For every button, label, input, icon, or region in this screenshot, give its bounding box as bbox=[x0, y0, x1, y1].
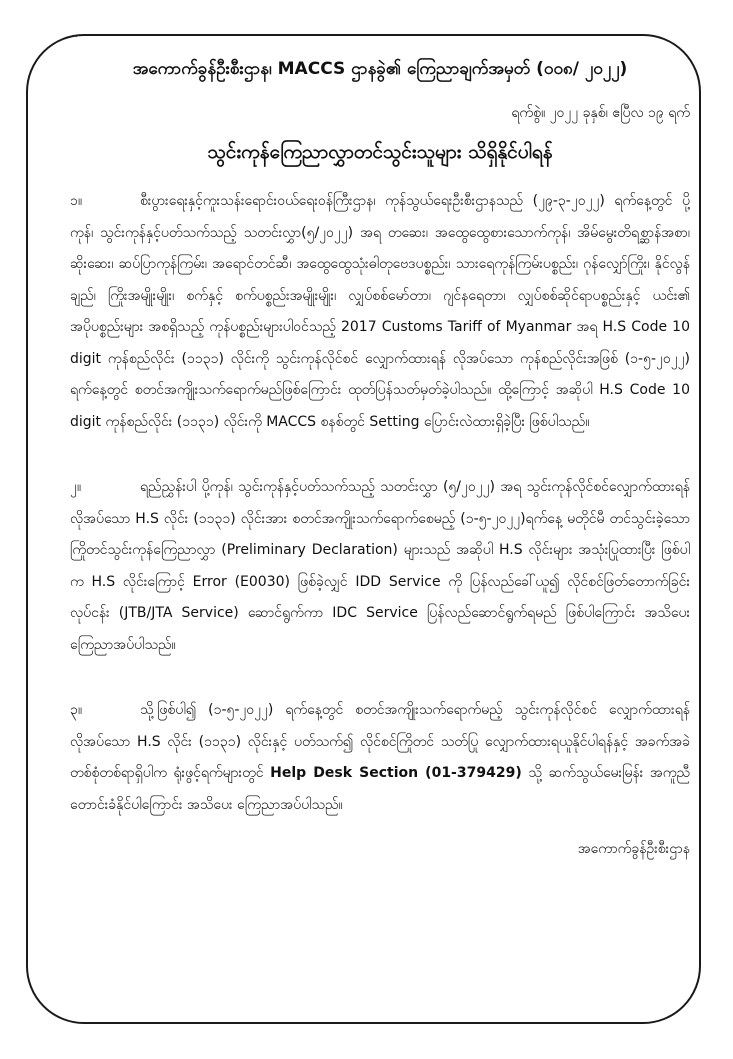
paragraph-text: ရည်ညွှန်းပါ ပို့ကုန်၊ သွင်းကုန်နှင့်ပတ်သက်သည့် သတင်းလွှာ (၅/၂၀၂၂) အရ သွင်းကုန်လိုင်စင်လျှောက်ထားရန် လိုအပ်သော H.S လိုင်း (၁၁၃၁) လိုင်းအား စတင်အကျိုးသက်ရောက်စေမည့် (၁-၅-၂၀၂၂)ရက်နေ့ မတိုင်မီ တင်သွင်းခဲ့သော ကြိုတင်သွင်းကုန်ကြေညာလွှာ (Preliminary Declaration) များသည် အဆိုပါ H.S လိုင်းများ အသုံးပြုထားပြီး ဖြစ်ပါက H.S လိုင်းကြောင့် Error (E0030) ဖြစ်ခဲ့လျှင် IDD Service ကို ပြန်လည်ခေါ်ယူ၍ လိုင်စင်ဖြတ်တောက်ခြင်းလုပ်ငန်း (JTB/JTA Service) ဆောင်ရွက်ကာ IDC Service ပြန်လည်ဆောင်ရွက်ရမည် ဖြစ်ပါကြောင်း အသိပေးကြေညာအပ်ပါသည်။ bbox=[70, 479, 690, 653]
paragraph-text: စီးပွားရေးနှင့်ကူးသန်းရောင်းဝယ်ရေးဝန်ကြီးဌာန၊ ကုန်သွယ်ရေးဦးစီးဌာနသည် (၂၉-၃-၂၀၂၂) ရက်နေ့တွင် ပို့ကုန်၊ သွင်းကုန်နှင့်ပတ်သက်သည့် သတင်းလွှာ(၅/၂၀၂၂) အရ တဆေး၊ အထွေထွေစားသောက်ကုန်၊ အိမ်မွေးတိရစ္ဆာန်အစာ၊ ဆိုးဆေး၊ ဆပ်ပြာကုန်ကြမ်း၊ အရောင်တင်ဆီ၊ အထွေထွေသုံးဓါတုဗေဒပစ္စည်း၊ သားရေကုန်ကြမ်းပစ္စည်း၊ ဂုန်လျှော်ကြိုး၊ နိုင်လွန်ချည်၊ ကြိုးအမျိုးမျိုး၊ စက်နှင့် စက်ပစ္စည်းအမျိုးမျိုး၊ လျှပ်စစ်မော်တာ၊ ဂျင်နရေတာ၊ လျှပ်စစ်ဆိုင်ရာပစ္စည်းနှင့် ယင်း၏ အပိုပစ္စည်းများ အစရှိသည့် ကုန်ပစ္စည်းများပါဝင်သည့် 2017 Customs Tariff of Myanmar အရ H.S Code 10 digit ကုန်စည်လိုင်း (၁၁၃၁) လိုင်းကို သွင်းကုန်လိုင်စင် လျှောက်ထားရန် လိုအပ်သော ကုန်စည်လိုင်းအဖြစ် (၁-၅-၂၀၂၂) ရက်နေ့တွင် စတင်အကျိုးသက်ရောက်မည်ဖြစ်ကြောင်း ထုတ်ပြန်သတ်မှတ်ခဲ့ပါသည်။ ထို့ကြောင့် အဆိုပါ H.S Code 10 digit ကုန်စည်လိုင်း (၁၁၃၁) လိုင်းကို MACCS စနစ်တွင် Setting ပြောင်းလဲထားရှိခဲ့ပြီး ဖြစ်ပါသည်။ bbox=[70, 193, 690, 430]
paragraph-number: ၃။ bbox=[70, 702, 83, 718]
signature-department: အကောက်ခွန်ဦးစီးဌာန bbox=[577, 841, 690, 857]
paragraph-1 bbox=[70, 186, 690, 438]
announcement-document bbox=[70, 58, 690, 860]
paragraph-text: သို့ ဆက်သွယ်မေးမြန်း အကူညီတောင်းခံနိုင်ပါကြောင်း အသိပေး ကြေညာအပ်ပါသည်။ bbox=[70, 765, 690, 813]
announcement-title: သွင်းကုန်ကြေညာလွှာတင်သွင်းသူများ သိရှိနိုင်ပါရန် bbox=[207, 141, 553, 163]
paragraph-text: သို့ဖြစ်ပါ၍ (၁-၅-၂၀၂၂) ရက်နေ့တွင် စတင်အကျိုးသက်ရောက်မည့် သွင်းကုန်လိုင်စင် လျှောက်ထားရန် လိုအပ်သော H.S လိုင်း (၁၁၃၁) လိုင်းနှင့် ပတ်သက်၍ လိုင်စင်ကြိုတင် သတ်ပြု လျှောက်ထားရယူနိုင်ပါရန်နှင့် အခက်အခဲ တစ်စုံတစ်ရာရှိပါက ရုံးဖွင့်ရက်များတွင် bbox=[70, 702, 690, 781]
paragraph-3 bbox=[70, 695, 690, 821]
paragraph-2 bbox=[70, 472, 690, 661]
help-desk-contact: Help Desk Section (01-379429) bbox=[270, 765, 522, 781]
announcement-header: အကောက်ခွန်ဦးစီးဌာန၊ MACCS ဌာနခွဲ၏ ကြေညာချက်အမှတ် (၀၀၈/ ၂၀၂၂) bbox=[132, 59, 628, 79]
announcement-date: ရက်စွဲ။ ၂၀၂၂ ခုနှစ်၊ ဧပြီလ ၁၉ ရက် bbox=[511, 105, 690, 121]
corner-mark: " bbox=[74, 34, 78, 43]
paragraph-number: ၁။ bbox=[70, 193, 83, 209]
paragraph-number: ၂။ bbox=[70, 479, 82, 495]
